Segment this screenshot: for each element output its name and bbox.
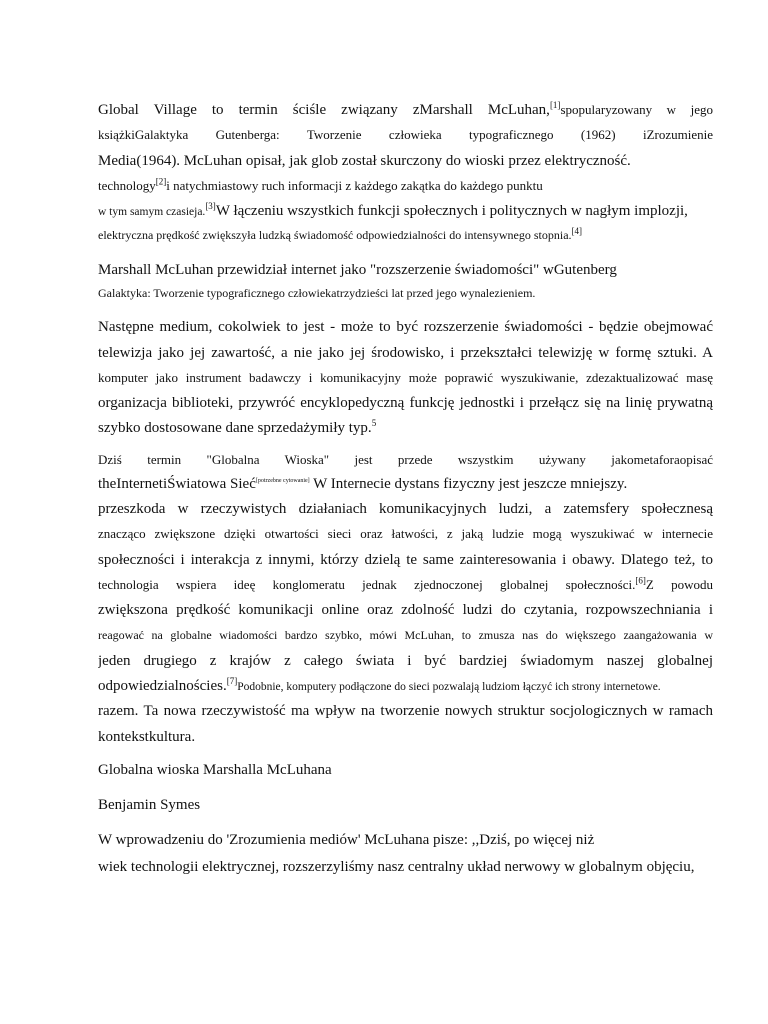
- footnote-ref[interactable]: [6]: [635, 575, 646, 586]
- text-line: technology[2]i natychmiastowy ruch informacji z każdego zakątka do każdego punktu: [98, 176, 543, 193]
- footnote-ref[interactable]: [2]: [155, 176, 167, 187]
- text-line: Galaktyka: Tworzenie typograficznego człowiekatrzydzieści lat przed jego wynalezieniem.: [98, 286, 536, 300]
- text-line: znacząco zwiększone dzięki otwartości sieci oraz łatwości, z jaką ludzie mogą wyszukiwać w internecie: [98, 526, 713, 541]
- footnote-ref[interactable]: [3]: [205, 201, 216, 211]
- text-line: Dziś termin "Globalna Wioska" jest przede wszystkim używany jakometaforaopisać: [98, 452, 713, 467]
- author-name: Benjamin Symes: [98, 797, 201, 813]
- text-line: jeden drugiego z krajów z całego świata i być bardziej świadomym naszej globalnej: [98, 653, 713, 669]
- text-line: zwiększona prędkość komunikacji online oraz zdolność ludzi do czytania, rozpowszechniania i: [98, 602, 713, 618]
- text-line: technologia wspiera ideę konglomeratu jednak zjednoczonej globalnej społeczności.[6]Z powodu: [98, 575, 713, 592]
- text-line: społeczności i interakcja z innymi, którzy dzielą te same zainteresowania i obawy. Dlatego też, to: [98, 552, 713, 568]
- footnote-ref[interactable]: [1]: [549, 100, 561, 110]
- text-line: reagować na globalne wiadomości bardzo szybko, mówi McLuhan, to zmusza nas do większego zaangażowania w: [98, 628, 713, 642]
- text-line: razem. Ta nowa rzeczywistość ma wpływ na tworzenie nowych struktur socjologicznych w ramach: [98, 703, 713, 719]
- text-line: książkiGalaktyka Gutenberga: Tworzenie człowieka typograficznego (1962) iZrozumienie: [98, 127, 713, 142]
- text-line: komputer jako instrument badawczy i komunikacyjny może poprawić wyszukiwanie, zdezaktualizować masę: [98, 370, 713, 385]
- text-line: szybko dostosowane dane sprzedażymiły typ.$^5$: [98, 418, 377, 436]
- text-line: odpowiedzialnościes.[7]Podobnie, komputery podłączone do sieci pozwalają ludziom łączyć ich strony internetowe.: [98, 676, 661, 694]
- text-line: w tym samym czasieja.[3]W łączeniu wszystkich funkcji społecznych i politycznych w nagłym implozji,: [98, 201, 688, 219]
- footnote-ref[interactable]: 5: [371, 418, 377, 428]
- text-line: Następne medium, cokolwiek to jest - może to być rozszerzenie świadomości - będzie obejmować: [98, 319, 713, 335]
- citation-needed-ref[interactable]: [potrzebne cytowanie]: [255, 478, 310, 484]
- text-line: elektryczna prędkość zwiększyła ludzką świadomość odpowiedzialności do intensywnego stopnia.[4]: [98, 226, 583, 242]
- text-line: Marshall McLuhan przewidział internet jako "rozszerzenie świadomości" wGutenberg: [98, 262, 617, 278]
- footnote-ref[interactable]: [4]: [571, 226, 583, 236]
- footnote-ref[interactable]: [7]: [226, 676, 238, 686]
- text-line: kontekstkultura.: [98, 729, 196, 745]
- text-line: wiek technologii elektrycznej, rozszerzyliśmy nasz centralny układ nerwowy w globalnym objęciu,: [98, 859, 695, 875]
- text-line: przeszkoda w rzeczywistych działaniach komunikacyjnych ludzi, a zatemsfery społecznesą: [98, 501, 713, 517]
- text-line: organizacja biblioteki, przywróć encyklopedyczną funkcję jednostki i przełącz się na linię prywatną: [98, 395, 713, 411]
- section-title: Globalna wioska Marshalla McLuhana: [98, 762, 332, 778]
- text-line: W wprowadzeniu do 'Zrozumienia mediów' McLuhana pisze: ,,Dziś, po więcej niż: [98, 832, 595, 848]
- text-line: telewizja jako jej zawartość, a nie jako jej środowisko, i przekształci telewizję w formę sztuki. A: [98, 345, 713, 361]
- text-line: Global Village to termin ściśle związany zMarshall McLuhan,[1]spopularyzowany w jego: [98, 100, 713, 118]
- text-line: Media(1964). McLuhan opisał, jak glob został skurczony do wioski przez elektryczność.: [98, 153, 631, 169]
- text-line: theInternetiŚwiatowa Sieć[potrzebne cytowanie] W Internecie dystans fizyczny jest jeszcze mniejszy.: [98, 476, 628, 492]
